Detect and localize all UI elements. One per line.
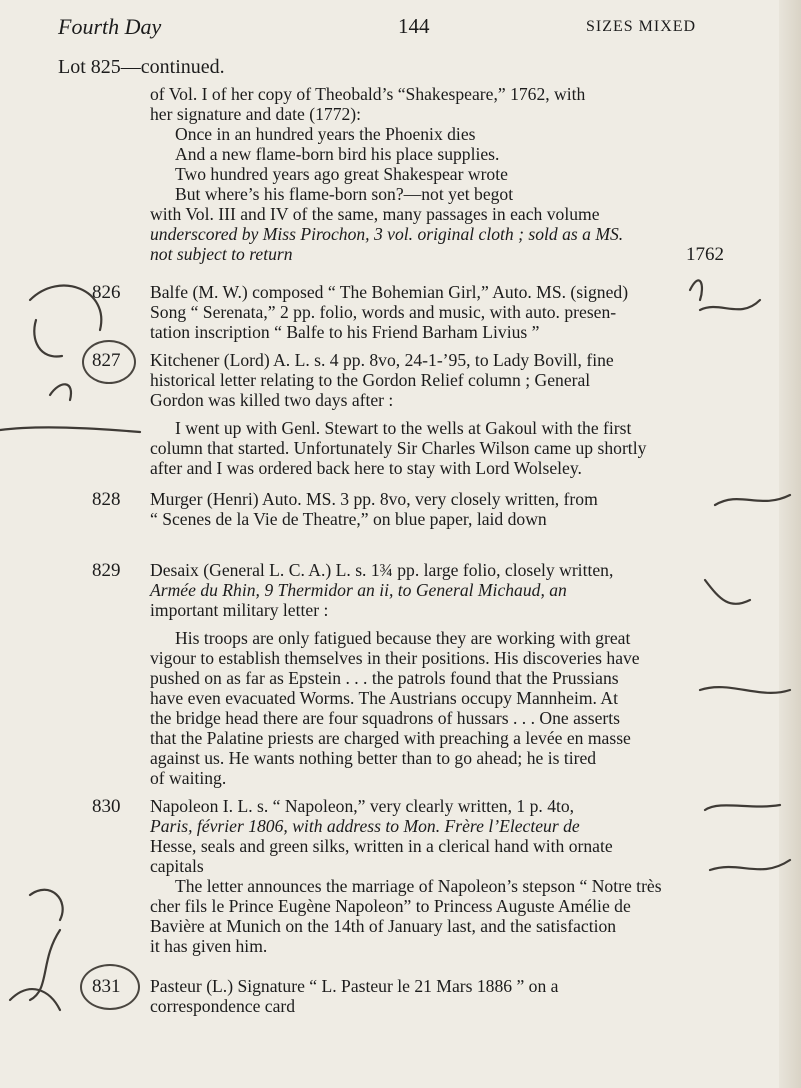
quote-line: column that started. Unfortunately Sir Charles Wilson came up shortly	[150, 438, 647, 458]
text-line: Pasteur (L.) Signature “ L. Pasteur le 21 Mars 1886 ” on a	[150, 976, 559, 996]
lot-number: 829	[92, 560, 121, 581]
quote-line: it has given him.	[150, 936, 268, 956]
text-line: tation inscription “ Balfe to his Friend Barham Livius ”	[150, 322, 540, 342]
lot-number: 828	[92, 489, 121, 510]
text-line: Song “ Serenata,” 2 pp. folio, words and music, with auto. presen-	[150, 302, 617, 322]
text-line: Gordon was killed two days after :	[150, 390, 394, 410]
quote-line: against us. He wants nothing better than to go ahead; he is tired	[150, 748, 597, 768]
lot-825-year: 1762	[686, 244, 724, 265]
text-line: Kitchener (Lord) A. L. s. 4 pp. 8vo, 24-1-’95, to Lady Bovill, fine	[150, 350, 614, 370]
poem-line: But where’s his flame-born son?—not yet begot	[175, 184, 514, 204]
text-line: Napoleon I. L. s. “ Napoleon,” very clearly written, 1 p. 4to,	[150, 796, 575, 816]
quote-line: after and I was ordered back here to stay with Lord Wolseley.	[150, 458, 582, 478]
text-line: capitals	[150, 856, 204, 876]
text-line: of Vol. I of her copy of Theobald’s “Shakespeare,” 1762, with	[150, 84, 586, 104]
text-line: Desaix (General L. C. A.) L. s. 1¾ pp. large folio, closely written,	[150, 560, 614, 580]
text-line: historical letter relating to the Gordon Relief column ; General	[150, 370, 591, 390]
quote-line: pushed on as far as Epstein . . . the patrols found that the Prussians	[150, 668, 619, 688]
quote-line: vigour to establish themselves in their positions. His discoveries have	[150, 648, 640, 668]
page-number: 144	[398, 14, 430, 38]
lot-number: 826	[92, 282, 121, 303]
quote-line: His troops are only fatigued because they are working with great	[175, 628, 631, 648]
poem-line: And a new flame-born bird his place supplies.	[175, 144, 500, 164]
text-line: correspondence card	[150, 996, 296, 1016]
quote-line: of waiting.	[150, 768, 227, 788]
lot-825-label: Lot 825—continued.	[58, 56, 225, 78]
header-section: SIZES MIXED	[586, 18, 697, 35]
quote-line: that the Palatine priests are charged with preaching a levée en masse	[150, 728, 631, 748]
poem-line: Two hundred years ago great Shakespear wrote	[175, 164, 508, 184]
text-line: with Vol. III and IV of the same, many passages in each volume	[150, 204, 600, 224]
text-line: Balfe (M. W.) composed “ The Bohemian Girl,” Auto. MS. (signed)	[150, 282, 629, 302]
text-line: Paris, février 1806, with address to Mon. Frère l’Electeur de	[150, 816, 580, 836]
lot-number: 827	[92, 350, 121, 371]
quote-line: The letter announces the marriage of Napoleon’s stepson “ Notre très	[175, 876, 662, 896]
header-day: Fourth Day	[58, 14, 162, 39]
quote-line: Bavière at Munich on the 14th of January last, and the satisfaction	[150, 916, 617, 936]
text-line: Hesse, seals and green silks, written in a clerical hand with ornate	[150, 836, 613, 856]
text-line: underscored by Miss Pirochon, 3 vol. original cloth ; sold as a MS.	[150, 224, 624, 244]
quote-line: I went up with Genl. Stewart to the wells at Gakoul with the first	[175, 418, 632, 438]
text-line: not subject to return	[150, 244, 293, 264]
quote-line: have even evacuated Worms. The Austrians occupy Mannheim. At	[150, 688, 618, 708]
poem-line: Once in an hundred years the Phoenix dies	[175, 124, 476, 144]
lot-number: 831	[92, 976, 121, 997]
text-line: her signature and date (1772):	[150, 104, 362, 124]
text-line: important military letter :	[150, 600, 329, 620]
lot-number: 830	[92, 796, 121, 817]
text-line: Armée du Rhin, 9 Thermidor an ii, to General Michaud, an	[150, 580, 567, 600]
text-line: Murger (Henri) Auto. MS. 3 pp. 8vo, very closely written, from	[150, 489, 598, 509]
quote-line: the bridge head there are four squadrons of hussars . . . One asserts	[150, 708, 620, 728]
text-line: “ Scenes de la Vie de Theatre,” on blue paper, laid down	[150, 509, 547, 529]
quote-line: cher fils le Prince Eugène Napoleon” to Princess Auguste Amélie de	[150, 896, 631, 916]
